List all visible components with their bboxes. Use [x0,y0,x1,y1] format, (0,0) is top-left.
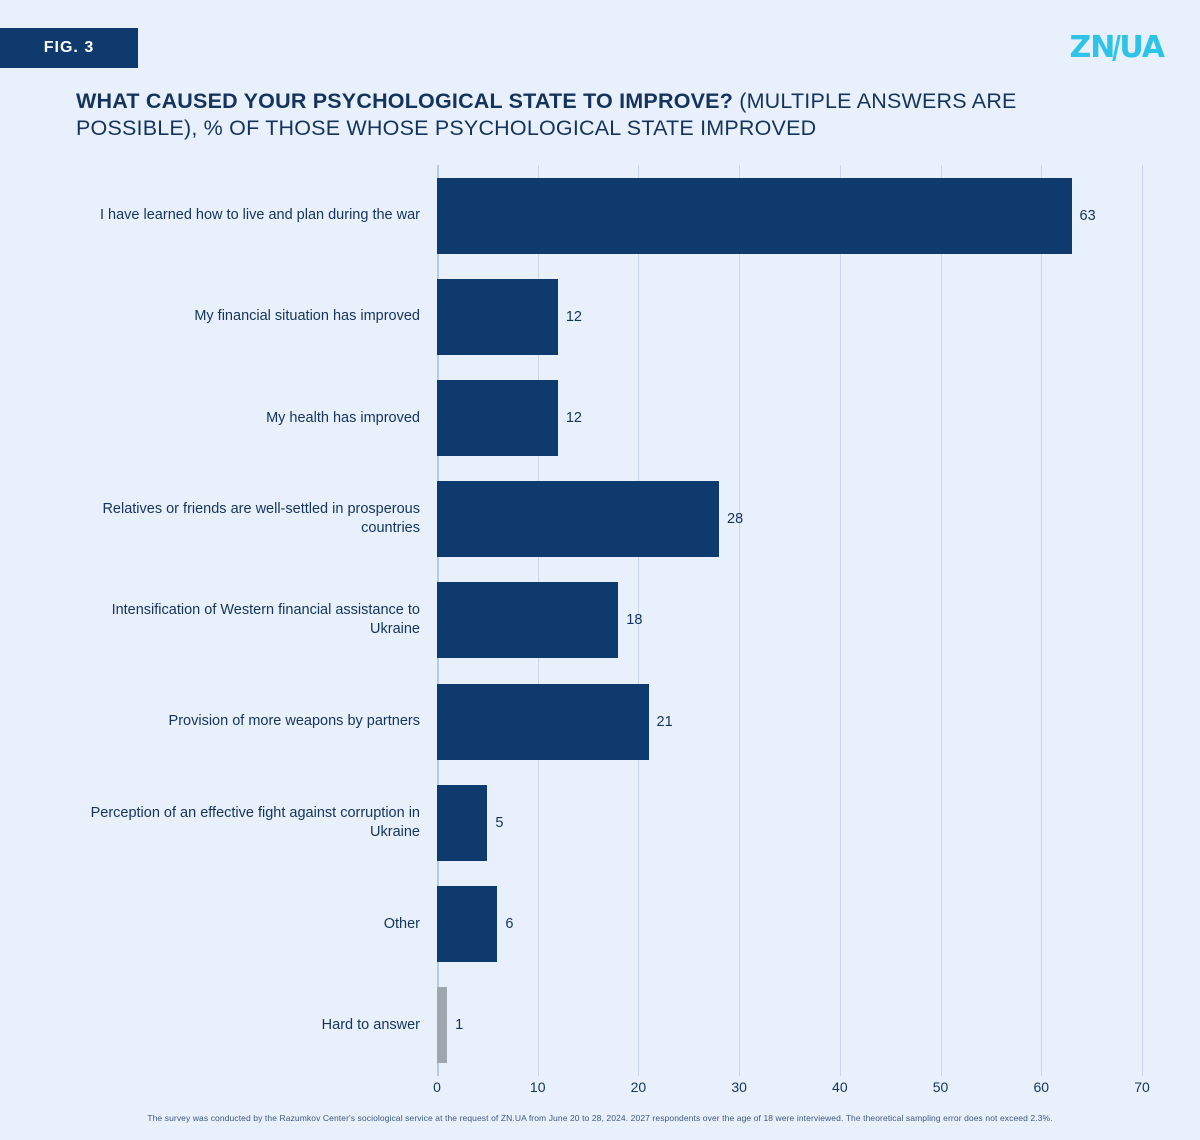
category-label: Intensification of Western financial assistance to Ukraine [111,602,420,638]
category-label: My financial situation has improved [194,308,420,325]
bar-row[interactable] [437,469,1142,570]
bar-row[interactable] [437,874,1142,975]
chart-title-rest: (MULTIPLE ANSWERS ARE POSSIBLE), % OF THOSE WHOSE PSYCHOLOGICAL STATE IMPROVED [76,89,1017,140]
figure-tag-label: FIG. 3 [43,39,95,56]
x-tick-label: 10 [529,1079,546,1095]
x-tick-label: 40 [832,1079,848,1095]
bar-row[interactable] [437,367,1142,468]
x-tick-label: 50 [932,1079,949,1095]
bar[interactable] [437,987,447,1063]
bar[interactable] [437,886,497,962]
bar-row[interactable] [437,570,1142,671]
category-label: Relatives or friends are well-settled in prosperous countries [102,501,420,537]
category-label: Provision of more weapons by partners [168,713,420,730]
plot-area [437,165,1142,1076]
x-tick-label: 60 [1033,1079,1050,1095]
bar-value-label: 6 [505,916,514,933]
x-tick-label: 70 [1134,1079,1150,1095]
chart-title-strong: WHAT CAUSED YOUR PSYCHOLOGICAL STATE TO IMPROVE? [76,89,734,113]
bar-value-label: 28 [727,511,744,528]
bar[interactable] [437,178,1072,254]
bar-value-label: 5 [495,814,504,831]
category-label: Other [383,915,420,932]
bar[interactable] [437,481,719,557]
bar-row[interactable] [437,165,1142,266]
bar-value-label: 18 [626,612,643,629]
x-tick-label: 0 [433,1079,441,1095]
category-label: My health has improved [266,409,420,426]
bar-rows [437,165,1142,1076]
category-label: Perception of an effective fight against corruption in Ukraine [90,804,420,840]
bar-row[interactable] [437,266,1142,367]
bar[interactable] [437,582,618,658]
bar-row[interactable] [437,772,1142,873]
category-label: Hard to answer [321,1016,420,1033]
bar-row[interactable] [437,671,1142,772]
bar[interactable] [437,684,649,760]
x-tick-label: 20 [630,1079,647,1095]
bar-value-label: 12 [565,308,582,325]
bar[interactable] [437,279,558,355]
bar[interactable] [437,380,558,456]
logo-text-ua: UA [1119,30,1164,65]
logo-text-zn: ZN [1069,30,1115,65]
x-tick-label: 30 [731,1079,747,1095]
bar-value-label: 63 [1079,207,1096,224]
bar-value-label: 21 [656,713,673,730]
footnote: The survey was conducted by the Razumkov Center's sociological service at the request of ZN.UA from June 20 to 28, 2024. 2027 respondents over the age of 18 were interviewed. The theoretical sampling error does not exceed 2.3%. [147,1113,1053,1123]
bar-value-label: 12 [565,410,582,427]
x-axis [433,1076,1150,1106]
bar-value-label: 1 [455,1017,464,1034]
category-label: I have learned how to live and plan during the war [99,207,420,224]
bar-row[interactable] [437,975,1142,1076]
bar[interactable] [437,785,487,861]
gridline-70 [1142,165,1143,1076]
